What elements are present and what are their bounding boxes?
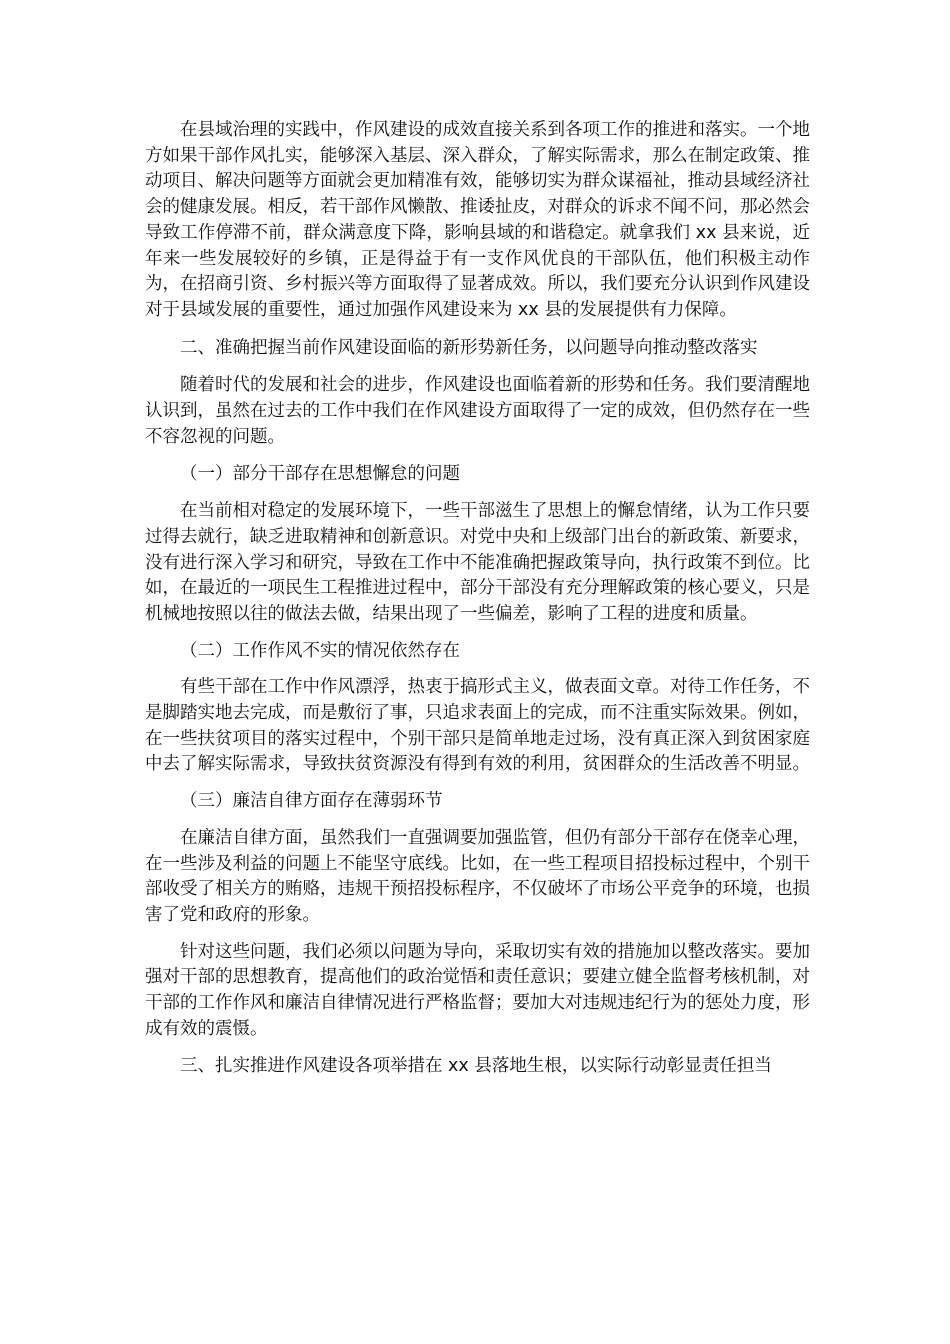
section-heading-3: 三、扎实推进作风建设各项举措在 xx 县落地生根，以实际行动彰显责任担当 bbox=[180, 1055, 772, 1076]
body-paragraph-integrity: 在廉洁自律方面，虽然我们一直强调要加强监管，但仍有部分干部存在侥幸心理，在一些涉及利益的问题上不能坚守底线。比如，在一些工程项目招投标过程中，个别干部收受了相关方的贿赂，违规干预招投标程序，不仅破坏了市场公平竞争的环境，也损害了党和政府的形象。 bbox=[145, 827, 810, 925]
body-paragraph-slackness: 在当前相对稳定的发展环境下，一些干部滋生了思想上的懈怠情绪，认为工作只要过得去就行，缺乏进取精神和创新意识。对党中央和上级部门出台的新政策、新要求，没有进行深入学习和研究，导致在工作中不能准确把握政策导向，执行政策不到位。比如，在最近的一项民生工程推进过程中，部分干部没有充分理解政策的核心要义，只是机械地按照以往的做法去做，结果出现了一些偏差，影响了工程的进度和质量。 bbox=[145, 501, 810, 624]
body-paragraph-new-situation: 随着时代的发展和社会的进步，作风建设也面临着新的形势和任务。我们要清醒地认识到，虽然在过去的工作中我们在作风建设方面取得了一定的成效，但仍然存在一些不容忽视的问题。 bbox=[145, 375, 810, 447]
subsection-heading-2: （二）工作作风不实的情况依然存在 bbox=[180, 640, 460, 661]
document-body bbox=[145, 118, 810, 1079]
section-heading-2: 二、准确把握当前作风建设面临的新形势新任务，以问题导向推动整改落实 bbox=[180, 337, 758, 358]
body-paragraph-importance: 在县域治理的实践中，作风建设的成效直接关系到各项工作的推进和落实。一个地方如果干部作风扎实，能够深入基层、深入群众，了解实际需求，那么在制定政策、推动项目、解决问题等方面就会更加精准有效，能够切实为群众谋福祉，推动县域经济社会的健康发展。相反，若干部作风懒散、推诿扯皮，对群众的诉求不闻不问，那必然会导致工作停滞不前，群众满意度下降，影响县域的和谐稳定。就拿我们 xx 县来说，近年来一些发展较好的乡镇，正是得益于有一支作风优良的干部队伍，他们积极主动作为，在招商引资、乡村振兴等方面取得了显著成效。所以，我们要充分认识到作风建设对于县域发展的重要性，通过加强作风建设来为 xx 县的发展提供有力保障。 bbox=[145, 120, 810, 320]
subsection-heading-1: （一）部分干部存在思想懈怠的问题 bbox=[180, 464, 460, 485]
body-paragraph-style: 有些干部在工作中作风漂浮，热衷于搞形式主义，做表面文章。对待工作任务，不是脚踏实地去完成，而是敷衍了事，只追求表面上的完成，而不注重实际效果。例如，在一些扶贫项目的落实过程中，个别干部只是简单地走过场，没有真正深入到贫困家庭中去了解实际需求，导致扶贫资源没有得到有效的利用，贫困群众的生活改善不明显。 bbox=[145, 677, 810, 775]
subsection-heading-3: （三）廉洁自律方面存在薄弱环节 bbox=[180, 791, 443, 812]
body-paragraph-rectification: 针对这些问题，我们必须以问题为导向，采取切实有效的措施加以整改落实。要加强对干部的思想教育，提高他们的政治觉悟和责任意识；要建立健全监督考核机制，对干部的工作作风和廉洁自律情况进行严格监督；要加大对违规违纪行为的惩处力度，形成有效的震慑。 bbox=[145, 941, 810, 1039]
